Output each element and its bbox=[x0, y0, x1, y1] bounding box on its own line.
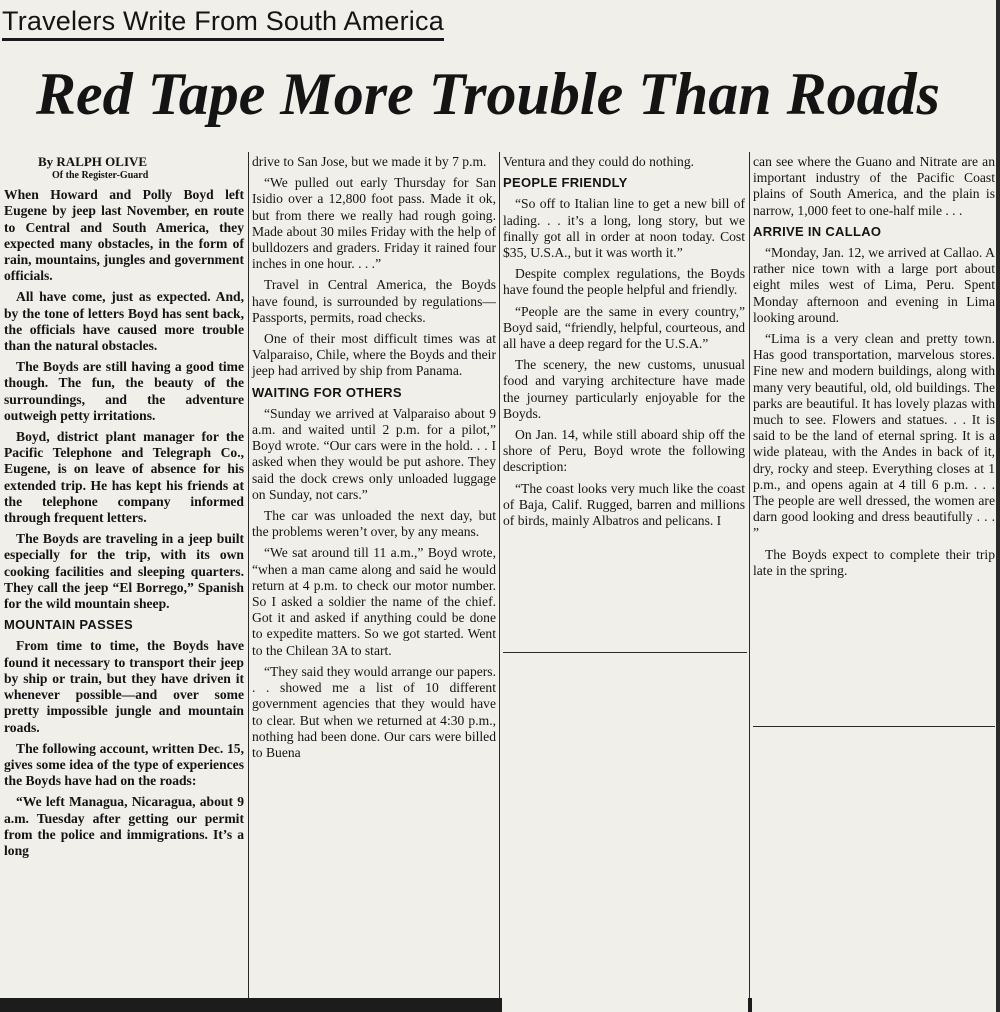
paragraph: From time to time, the Boyds have found it necessary to transport their jeep by ship or train, but they have driven it whenever possible—and over some pretty impossible jungle and mountain roads. bbox=[4, 638, 244, 735]
paragraph-continued: drive to San Jose, but we made it by 7 p.m. bbox=[252, 154, 487, 169]
paragraph: “Sunday we arrived at Valparaiso about 9 a.m. and waited until 2 p.m. for a pilot,” Boyd wrote. “Our cars were in the hold. . . I asked when they would be put ashore. They said the dock crews only unloaded luggage on Sunday, not cars.” bbox=[252, 405, 496, 502]
paragraph: “The coast looks very much like the coast of Baja, Calif. Rugged, barren and millions of birds, mainly Albatros and pelicans. I bbox=[503, 480, 745, 529]
paragraph-continued: can see where the Guano and Nitrate are an important industry of the Pacific Coast plains of South America, and the plain is narrow, 1,000 feet to one-half mile . . . bbox=[753, 154, 995, 218]
paragraph: “We left Managua, Nicaragua, about 9 a.m. Tuesday after getting our permit from the police and immigrations. It’s a long bbox=[4, 794, 244, 858]
article-column-1 bbox=[4, 154, 244, 864]
paragraph: The following account, written Dec. 15, gives some idea of the type of experiences the Boyds have had on the roads: bbox=[4, 740, 244, 789]
paragraph: The Boyds are traveling in a jeep built especially for the trip, with its own cooking facilities and sleeping quarters. They call the jeep “El Borrego,” Spanish for the wild mountain sheep. bbox=[4, 531, 244, 612]
paragraph: The Boyds expect to complete their trip late in the spring. bbox=[753, 546, 995, 578]
headline: Red Tape More Trouble Than Roads bbox=[36, 61, 940, 127]
byline-org: Of the Register-Guard bbox=[52, 170, 149, 182]
column-end-rule bbox=[753, 726, 995, 727]
paragraph: The car was unloaded the next day, but the problems weren’t over, by any means. bbox=[252, 508, 496, 540]
article-column-2 bbox=[252, 154, 496, 766]
paragraph: On Jan. 14, while still aboard ship off the shore of Peru, Boyd wrote the following description: bbox=[503, 427, 745, 475]
subhead: MOUNTAIN PASSES bbox=[4, 617, 133, 633]
paragraph: Despite complex regulations, the Boyds have found the people helpful and friendly. bbox=[503, 266, 745, 298]
paragraph: Boyd, district plant manager for the Pacific Telephone and Telegraph Co., Eugene, is on leave of absence for his extended trip. He has kept his friends at the telephone company informed through frequent letters. bbox=[4, 429, 244, 526]
paragraph: “Lima is a very clean and pretty town. Has good transportation, marvelous stores. Fine new and modern buildings, along with many very beautiful, old, old buildings. The parks are beautiful. It has lovely plazas with much to see. Flowers and statues. . . It is said to be the land of eternal spring. It is a wide plateau, with the Andes in back of it, dry, rocky and steep. Everything closes at 1 p.m., and opens again at 4 till 6 p.m. . . . The people are well dressed, the women are darn good looking and dress beautifully . . . ” bbox=[753, 331, 995, 541]
paragraph: “People are the same in every country,” Boyd said, “friendly, helpful, courteous, and all have a deep regard for the U.S.A.” bbox=[503, 303, 745, 352]
column-rule bbox=[749, 152, 750, 998]
paragraph: Travel in Central America, the Boyds have found, is surrounded by regulations—Passports, permits, road checks. bbox=[252, 277, 496, 325]
column-rule bbox=[499, 152, 500, 998]
column-rule bbox=[248, 152, 249, 998]
subhead: PEOPLE FRIENDLY bbox=[503, 175, 628, 191]
paragraph: One of their most difficult times was at Valparaiso, Chile, where the Boyds and their jeep had arrived by ship from Panama. bbox=[252, 331, 496, 379]
paragraph: All have come, just as expected. And, by the tone of letters Boyd has sent back, the officials have caused more trouble than the natural obstacles. bbox=[4, 289, 244, 354]
paragraph: “Monday, Jan. 12, we arrived at Callao. A rather nice town with a large port about eight miles west of Lima, Peru. Spent Monday afternoon and evening in Lima looking around. bbox=[753, 245, 995, 325]
subhead: ARRIVE IN CALLAO bbox=[753, 223, 882, 239]
byline-name: By RALPH OLIVE bbox=[38, 154, 148, 169]
paragraph: “We sat around till 11 a.m.,” Boyd wrote, “when a man came along and said he would return at 4 p.m. to check our motor number. So I asked a soldier the name of the chief. Got it and asked if anything could be done to expedite matters. So we got started. Went to the Chilean 3A to start. bbox=[252, 545, 496, 658]
bottom-gap bbox=[752, 998, 996, 1012]
kicker-heading: Travelers Write From South America bbox=[2, 6, 444, 41]
paragraph: “So off to Italian line to get a new bill of lading. . . it’s a long, long story, but we finally got all in order at noon today. Cost $35, U.S.A., but it was worth it.” bbox=[503, 196, 745, 261]
paragraph: When Howard and Polly Boyd left Eugene by jeep last November, en route to Central and South America, they expected many obstacles, in the form of rain, mountains, jungles and government officials. bbox=[4, 187, 244, 284]
paragraph: The Boyds are still having a good time though. The fun, the beauty of the surroundings, and the adventure outweigh petty irritations. bbox=[4, 359, 244, 423]
article-column-4 bbox=[753, 154, 995, 584]
paragraph: “They said they would arrange our papers. . . showed me a list of 10 different government agencies that they would have to clear. But when we returned at 4:30 p.m., nothing had been done. Our cars were billed to Buena bbox=[252, 663, 496, 760]
subhead: WAITING FOR OTHERS bbox=[252, 384, 402, 400]
article-column-3 bbox=[503, 154, 745, 534]
bottom-gap bbox=[502, 998, 748, 1012]
page-edge bbox=[996, 0, 1000, 1012]
column-end-rule bbox=[503, 652, 747, 653]
paragraph: “We pulled out early Thursday for San Isidio over a 12,800 foot pass. Made it ok, but from there we really had rough going. Made about 30 miles Friday with the help of bulldozers and graders. Friday it rained four inches in one hour. . . .” bbox=[252, 175, 496, 272]
paragraph: The scenery, the new customs, unusual food and varying architecture have made the journey particularly enjoyable for the Boyds. bbox=[503, 357, 745, 421]
byline bbox=[38, 154, 244, 181]
paragraph-continued: Ventura and they could do nothing. bbox=[503, 154, 695, 169]
